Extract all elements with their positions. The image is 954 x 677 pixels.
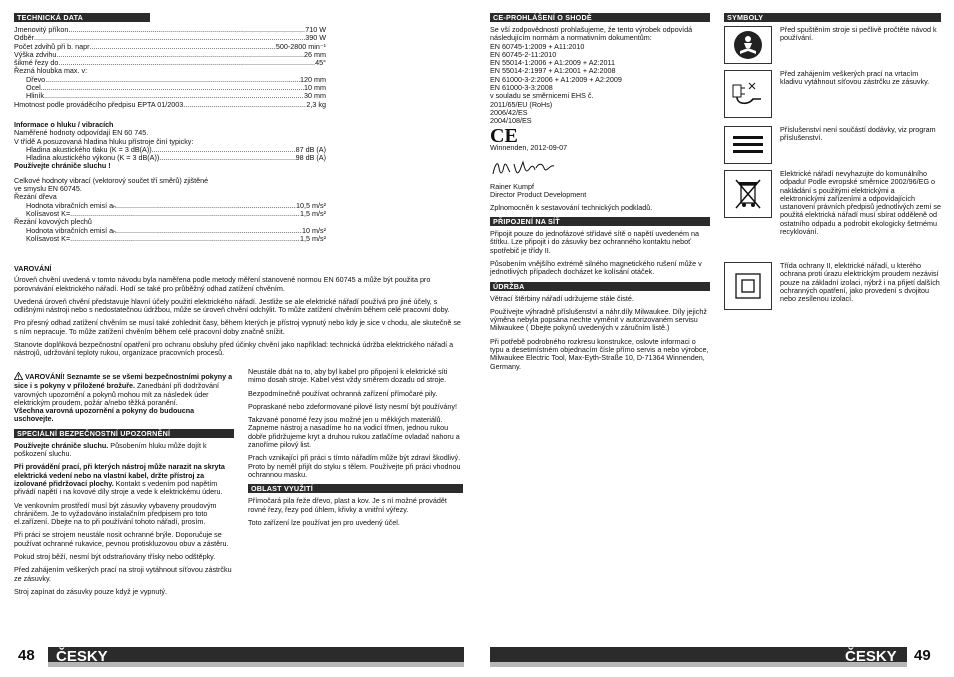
symbol-description: Před zahájením veškerých prací na vrtacím kladivu vytáhnout síťovou zástrčku ze zásuvky. — [780, 69, 930, 87]
ce-standard: EN 55014-1:2006 + A1:2009 + A2:2011 — [490, 58, 615, 68]
ce-standard: EN 61000-3-2:2006 + A1:2009 + A2:2009 — [490, 74, 622, 84]
data-row: Jmenovitý příkon ..... 710 W — [14, 26, 326, 34]
mains-item: Působením vnějšího extrémě silného magnetického rušení může v jednotlivých případech docházet ke kolísání otáček. — [490, 258, 702, 277]
data-row: Kolísavost K= ..... 1,5 m/s² — [14, 235, 326, 243]
data-row: šikmé řezy do ..... 45° — [14, 59, 326, 67]
noise-line-1: Naměřené hodnoty odpovídají EN 60 745. — [14, 128, 149, 138]
ce-standard: 2004/108/ES — [490, 116, 532, 126]
technical-data-section — [14, 13, 326, 243]
symbols-header: SYMBOLY — [724, 13, 941, 22]
safety-item: Bezpodmínečně používat ochranná zařízení přímočaré pily. — [248, 388, 438, 398]
special-item: Pokud stroj běží, nesmí být odstraňovány třísky nebo odštěpky. — [14, 552, 216, 562]
safety-item: Takzvané ponorné řezy jsou možné jen u měkkých materiálů. Zapneme nástroj a nasadíme ho na vodicí třmen, jednou rukou dobře přidržujeme kryt a druhou rukou zatlačíme ovladač nahoru a zanoříme pilový list. — [248, 415, 460, 450]
ce-standard: 2006/42/ES — [490, 107, 528, 117]
data-row: Hladina akustického tlaku (K = 3 dB(A)) ..... 87 dB (A) — [14, 146, 326, 154]
data-row: Výška zdvihu ..... 26 mm — [14, 51, 326, 59]
noise-title: Informace o hluku / vibracích — [14, 119, 114, 129]
maintenance-item: Používejte výhradně příslušenství a náhr.díly Milwaukee. Díly jejichž výměna nebyla popsána nechte vyměnit v autorizovaném servisu Milwaukee ( Dbejte pokynů uvedených v záručním listě.) — [490, 306, 707, 333]
safety-column-2 — [248, 368, 463, 532]
maintenance-item: Při potřebě podrobného rozkresu konstrukce, oslovte informaci o typu a desetimístném objednacím čísle přímo servis a nebo výrobce, Milwaukee Electric Tool, Max-Eyth-Straße 10, D-71364 Winnenden, Germany. — [490, 336, 709, 371]
symbol-description: Příslušenství není součástí dodávky, viz program příslušenství. — [780, 125, 936, 143]
maintenance-header: ÚDRŽBA — [490, 282, 710, 291]
read-manual-icon — [724, 26, 772, 64]
page-49 — [477, 0, 954, 677]
special-item: Při provádění prací, při kterých nástroj může narazit na skryta elektrická vedení nebo na vlastní kabel, držte přístroj za izolované přidržovací plochy. Kontakt s vedením pod napětím přivádí napětí i na kovové díly stroje a vede k elektrickému úderu. — [14, 462, 225, 497]
use-item: Toto zařízení lze používat jen pro uvedený účel. — [248, 517, 400, 527]
weee-bin-icon — [724, 170, 772, 218]
use-item: Přímočará pila řeže dřevo, plast a kov. Je s ní možné provádět rovné řezy, řezy pod úhlem, křivky a vnitřní výřezy. — [248, 496, 447, 514]
data-row: Dřevo ..... 120 mm — [14, 76, 326, 84]
metal-cutting-label: Řezání kovových plechů — [14, 217, 92, 227]
safety-item: Neustále dbát na to, aby byl kabel pro připojení k elektrické síti mimo dosah stroje. Kabel vést vždy směrem dozadu od stroje. — [248, 367, 448, 385]
warning-paragraph: Úroveň chvění uvedená v tomto návodu byla naměřena podle metody měření stanovené normou EN 60745 a může být použita pro porovnávání elektrického nářadí. Hodí se také pro průběžný odhad zatížení chvěním. — [14, 275, 431, 293]
ce-column — [490, 13, 710, 376]
unplug-icon — [724, 70, 772, 118]
ce-header: CE-PROHLÁŠENÍ O SHODĚ — [490, 13, 710, 22]
language-label: ČESKY — [845, 648, 897, 665]
data-row: Hodnota vibračních emisí aₕ ..... 10,5 m/s² — [14, 202, 326, 210]
warning-paragraph: Stanovte doplňková bezpečnostní opatření pro ochranu obsluhy před účinky chvění jako například: technická údržba elektrického nářadí a nástrojů, udržování teploty rukou, organizace pracovních procesů. — [14, 340, 454, 358]
ce-standard: v souladu se směrnicemi EHS č. — [490, 91, 594, 101]
warning-paragraph: Pro přesný odhad zatížení chvěním se musí také zohlednit časy, během kterých je přístroj vypnutý nebo kdy je sice v chodu, ale skutečně se s ním nepracuje. To může zatížení chvěním během celé pracovní doby značně snížit. — [14, 318, 461, 336]
signature-icon — [490, 156, 710, 182]
special-safety-header: SPECIÁLNÍ BEZPEČNOSTNÍ UPOZORNĚNÍ — [14, 429, 234, 438]
special-item: Používejte chrániče sluchu. Působením hluku může dojít k poškození sluchu. — [14, 440, 207, 459]
ce-standard: EN 60745-1:2009 + A11:2010 — [490, 41, 585, 51]
page-number: 48 — [18, 647, 35, 664]
special-item: Před zahájením veškerých prací na stroji vytáhnout síťovou zástrčku ze zásuvky. — [14, 565, 232, 583]
special-item: Při práci se strojem neustále nosit ochranné brýle. Doporučuje se používat ochranné rukavice, pevnou protiskluzovou obuv a zástěru. — [14, 530, 229, 548]
signer-title: Director Product Development — [490, 190, 587, 200]
symbols-column — [724, 13, 941, 336]
use-area-header: OBLAST VYUŽITÍ — [248, 484, 463, 493]
warning-title: VAROVÁNÍ — [14, 264, 52, 273]
warning-paragraph: Uvedená úroveň chvění představuje hlavní účely použití elektrického nářadí. Jestliže se ale elektrické nářadí používá pro jiné účely, s odlišnými nástroji nebo s nedostatečnou údržbou, může se úroveň chvění odchýlit. To může zatížení chvěním během celé pracovní doby. — [14, 296, 450, 315]
symbol-row — [724, 170, 941, 256]
symbol-description: Třída ochrany II, elektrické nářadí, u kterého ochrana proti úrazu elektrickým proudem nezávisí pouze na základní izolaci, nýbrž i na přijetí dalších ochranných opatření, jako provedení s dvojitou nebo zesílenou izolací. — [780, 261, 940, 304]
data-row: Hliník ..... 30 mm — [14, 92, 326, 100]
safety-column — [14, 372, 234, 601]
data-row: Počet zdvihů při b. napr ..... 500-2800 min⁻¹ — [14, 43, 326, 51]
accessory-icon — [724, 126, 772, 164]
vibration-line-1: Celkové hodnoty vibrací (vektorový součet tří směrů) zjištěné — [14, 175, 209, 185]
ce-intro: Se vší zodpovědností prohlašujeme, že tento výrobek odpovídá následujícím normám a normativním dokumentům: — [490, 25, 693, 43]
symbol-row — [724, 70, 941, 120]
symbol-row — [724, 262, 941, 330]
maintenance-item: Větrací štěrbiny nářadí udržujeme stále čisté. — [490, 293, 634, 303]
page-number: 49 — [914, 647, 931, 664]
vibration-line-2: ve smyslu EN 60745. — [14, 184, 82, 194]
technical-data-header: TECHNICKÁ DATA — [14, 13, 150, 22]
ce-standard: EN 55014-2:1997 + A1:2001 + A2:2008 — [490, 66, 616, 76]
data-row: Hodnota vibračních emisí aₕ ..... 10 m/s² — [14, 227, 326, 235]
ear-protection-note: Používejte chrániče sluchu ! — [14, 161, 111, 171]
data-row: Odběr ..... 390 W — [14, 34, 326, 42]
data-row: Kolísavost K= ..... 1,5 m/s² — [14, 210, 326, 218]
symbol-row — [724, 26, 941, 64]
signer-name: Rainer Kumpf — [490, 182, 534, 192]
mains-item: Připojit pouze do jednofázové střídavé sítě o napětí uvedeném na štítku. Lze připojit i do zásuvky bez ochranného kontaktu neboť spotřebič je třídy II. — [490, 229, 699, 255]
safety-item: Prach vznikající při práci s tímto nářadím může být zdraví škodlivý. Proto by neměl přijít do styku s tělem. Používejte při práci vhodnou ochrannou masku. — [248, 453, 461, 479]
special-item: Stroj zapínat do zásuvky pouze když je vypnutý. — [14, 586, 168, 596]
ce-standard: 2011/65/EU (RoHs) — [490, 99, 553, 109]
safety-item: Popraskané nebo zdeformované pilové listy nesmí být používány! — [248, 401, 457, 411]
authorized-note: Zplnomocněn k sestavování technických podkladů. — [490, 202, 653, 212]
ce-mark-icon: CE — [490, 124, 518, 147]
warning-section — [14, 265, 464, 363]
wood-cutting-label: Řezání dřeva — [14, 192, 57, 202]
safety-warning: VAROVÁNÍ! Seznamte se se všemi bezpečnostními pokyny a sice i s pokyny v přiložené brožuře. Zanedbání při dodržování varovných upozornění a pokynů mohou mít za následek úder elektrickým proudem, požár a/nebo těžká poranění. Všechna varovná upozornění a pokyny do budoucna uschovejte. — [14, 372, 233, 424]
data-row: Ocel ..... 10 mm — [14, 84, 326, 92]
class-ii-icon — [724, 262, 772, 310]
ce-standard: EN 60745-2-11:2010 — [490, 49, 557, 59]
data-row: Hladina akustického výkonu (K = 3 dB(A)) ..... 98 dB (A) — [14, 154, 326, 162]
symbol-row — [724, 126, 941, 164]
symbol-description: Elektrické nářadí nevyhazujte do komunálního odpadu! Podle evropské směrnice 2002/96/EG o nakládání s použitými elektrickými a elektronickými zařízeními a odpovídajících ustanovení právních předpisů jednotlivých zemí se použitá elektrická nářadí musí sbírat odděleně od ostatního odpadu a podrobit ekologicky šetrnému recyklování. — [780, 169, 942, 237]
noise-line-2: V třídě A posuzovaná hladina hluku přístroje činí typicky: — [14, 136, 194, 146]
special-item: Ve venkovním prostředí musí být zásuvky vybaveny proudovým chráničem. Je to vyžadováno instalačním předpisem pro toto el.zařízení. Dbejte na to při používání tohoto nářadí, prosím. — [14, 500, 217, 527]
weight-row: Hmotnost podle prováděcího předpisu EPTA 01/2003 ..... 2,3 kg — [14, 101, 326, 109]
mains-header: PŘIPOJENÍ NA SÍŤ — [490, 217, 710, 226]
place-date: Winnenden, 2012-09-07 — [490, 142, 568, 152]
ce-standard: EN 61000-3-3:2008 — [490, 83, 553, 93]
cut-depth-label: Řezná hloubka max. v: — [14, 66, 88, 76]
language-label: ČESKY — [56, 648, 108, 665]
symbol-description: Před spuštěním stroje si pečlivě pročtěte návod k používání. — [780, 25, 937, 43]
